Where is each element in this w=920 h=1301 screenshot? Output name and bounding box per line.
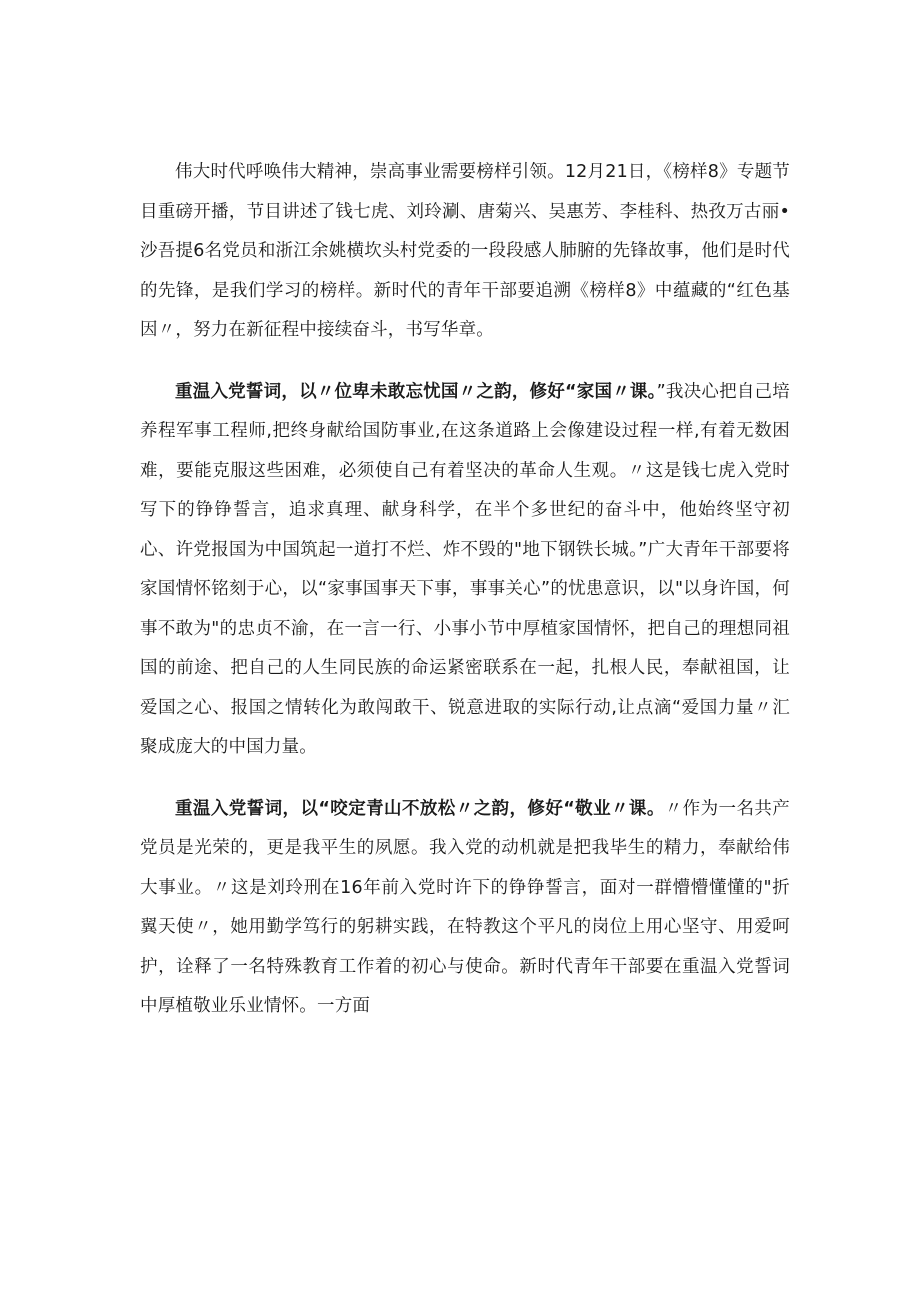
paragraph-patriotism [140,373,790,768]
document-body [140,153,790,1027]
paragraph-patriotism-heading: 重温入党誓词，以〃位卑未敢忘忧国〃之韵，修好“家国〃课。 [175,381,657,402]
paragraph-patriotism-text: ”我决心把自己培养程军事工程师,把终身献给国防事业,在这条道路上会像建设过程一样,有着无数困难，要能克服这些困难，必须使自己有着坚决的革命人生观。〃这是钱七虎入党时写下的铮铮誓言，追求真理、献身科学，在半个多世纪的奋斗中，他始终坚守初心、许党报国为中国筑起一道打不烂、炸不毁的"地下钢铁长城。”广大青年干部要将家国情怀铭刻于心，以“家事国事天下事，事事关心”的忧患意识，以"以身许国，何事不敢为"的忠贞不渝，在一言一行、小事小节中厚植家国情怀，把自己的理想同祖国的前途、把自己的人生同民族的命运紧密联系在一起，扎根人民，奉献祖国，让爱国之心、报国之情转化为敢闯敢干、锐意进取的实际行动,让点滴“爱国力量〃汇聚成庞大的中国力量。 [140,381,790,757]
paragraph-dedication-heading: 重温入党誓词，以“咬定青山不放松〃之韵，修好“敬业〃课。 [175,798,665,819]
paragraph-dedication-text: 〃作为一名共产党员是光荣的，更是我平生的夙愿。我入党的动机就是把我毕生的精力，奉献给伟大事业。〃这是刘玲刑在16年前入党时许下的铮铮誓言，面对一群懵懵懂懂的"折翼天使〃，她用勤学笃行的躬耕实践，在特教这个平凡的岗位上用心坚守、用爱呵护，诠释了一名特殊教育工作着的初心与使命。新时代青年干部要在重温入党誓词中厚植敬业乐业情怀。一方面 [140,798,790,1016]
paragraph-dedication [140,790,790,1027]
paragraph-intro [140,153,790,351]
paragraph-intro-text: 伟大时代呼唤伟大精神，崇高事业需要榜样引领。12月21日，《榜样8》专题节目重磅开播，节目讲述了钱七虎、刘玲涮、唐菊兴、吴惠芳、李桂科、热孜万古丽•沙吾提6名党员和浙江余姚横坎头村党委的一段段感人肺腑的先锋故事，他们是时代的先锋，是我们学习的榜样。新时代的青年干部要追溯《榜样8》中蕴藏的“红色基因〃，努力在新征程中接续奋斗，书写华章。 [140,162,790,340]
